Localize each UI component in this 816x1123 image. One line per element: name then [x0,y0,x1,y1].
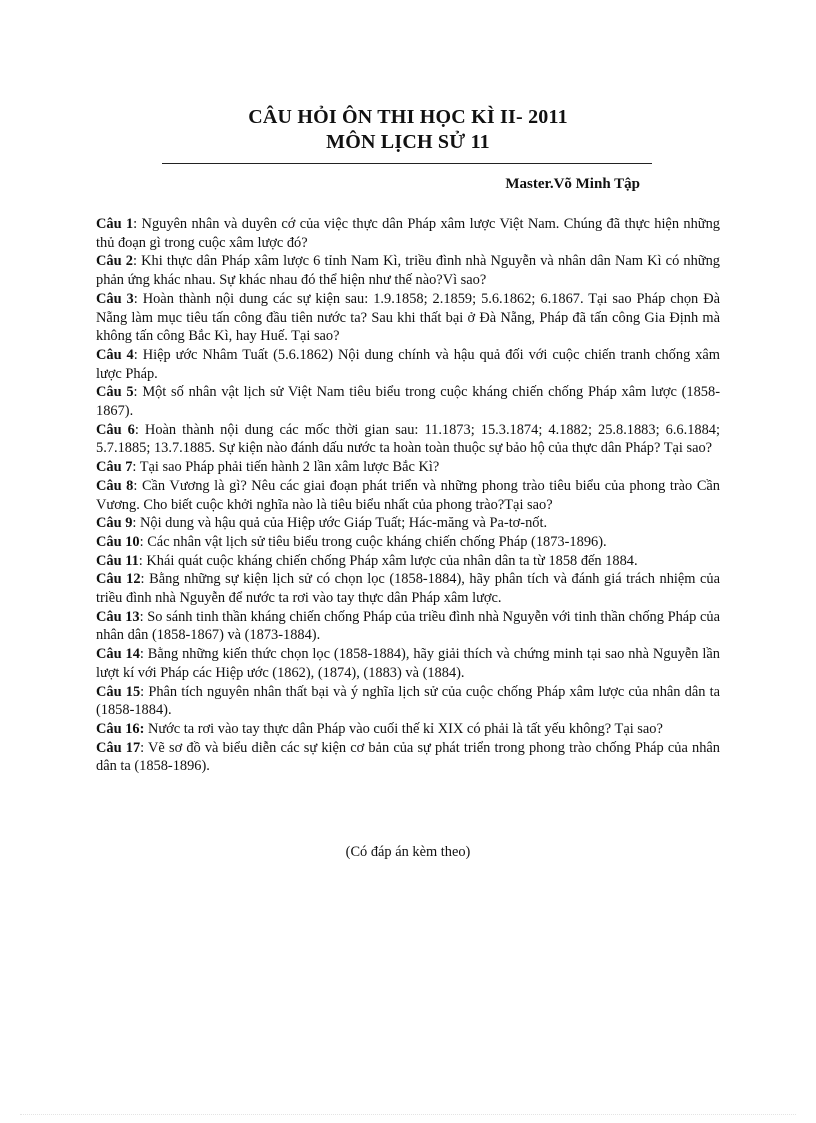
question-label: Câu 6 [96,421,135,438]
question-item [96,608,720,645]
question-item [96,458,720,477]
question-text: Hoàn thành nội dung các mốc thời gian sau: 11.1873; 15.3.1874; 4.1882; 25.8.1883; 6.6.1884; 5.7.1885; 13.7.1885. Sự kiện nào đánh dấu nước ta hoàn toàn thuộc sự bảo hộ của thực dân Pháp? Tại sao? [96,421,720,457]
question-label: Câu 12 [96,571,141,588]
question-text: Khi thực dân Pháp xâm lược 6 tỉnh Nam Kì, triều đình nhà Nguyễn và nhân dân Nam Kì có những phản ứng khác nhau. Sự khác nhau đó thể hiện như thế nào?Vì sao? [96,253,720,289]
question-text: Các nhân vật lịch sử tiêu biểu trong cuộc kháng chiến chống Pháp (1873-1896). [147,533,607,550]
question-separator: : [133,290,143,307]
question-label: Câu 3 [96,290,134,307]
question-item [96,215,720,252]
question-text: Khái quát cuộc kháng chiến chống Pháp xâm lược của nhân dân ta từ 1858 đến 1884. [146,552,638,569]
question-text: Bằng những sự kiện lịch sử có chọn lọc (1858-1884), hãy phân tích và đánh giá trách nhiệm của triều đình nhà Nguyễn để nước ta rơi vào tay thực dân Pháp xâm lược. [96,571,720,607]
question-label: Câu 10 [96,533,140,550]
question-item [96,570,720,607]
question-separator: : [139,533,148,550]
document-title-line-1: CÂU HỎI ÔN THI HỌC KÌ II- 2011 [248,106,568,128]
question-separator: : [133,477,142,494]
question-text: Nguyên nhân và duyên cớ của việc thực dân Pháp xâm lược Việt Nam. Chúng đã thực hiện những thủ đoạn gì trong cuộc xâm lược đó? [96,216,720,251]
question-separator: : [140,571,150,588]
question-item [96,645,720,682]
question-separator: : [139,608,148,625]
question-separator: : [140,739,149,756]
question-item [96,383,720,420]
question-text: Bằng những kiến thức chọn lọc (1858-1884), hãy giải thích và chứng minh tại sao nhà Nguyễn lần lượt kí với Pháp các Hiệp ước (1862), (1874), (1883) và (1884). [96,646,720,681]
question-item [96,720,720,739]
question-text: Cần Vương là gì? Nêu các giai đoạn phát triển và những phong trào tiêu biểu của phong trào Cần Vương. Cho biết cuộc khởi nghĩa nào là tiêu biểu nhất của phong trào?Tại sao? [96,477,720,513]
question-item [96,683,720,720]
question-text: Tại sao Pháp phải tiến hành 2 lần xâm lược Bắc Kì? [139,459,440,476]
question-separator: : [132,515,140,532]
question-item [96,739,720,776]
question-label: Câu 1 [96,216,134,232]
author-name: Master.Võ Minh Tập [505,176,640,192]
question-separator: : [132,459,140,476]
question-text: So sánh tinh thần kháng chiến chống Pháp của triều đình nhà Nguyễn với tinh thần chống Pháp của nhân dân (1858-1867) và (1873-1884). [96,608,720,644]
question-label: Câu 17 [96,739,141,756]
question-text: Một số nhân vật lịch sử Việt Nam tiêu biểu trong cuộc kháng chiến chống Pháp xâm lược (1858-1867). [96,384,720,420]
question-separator: : [132,253,142,270]
question-separator: : [133,346,143,363]
question-item [96,346,720,383]
question-label: Câu 15 [96,683,141,700]
question-label: Câu 5 [96,384,134,401]
question-separator: : [138,552,147,569]
question-text: Vẽ sơ đồ và biểu diễn các sự kiện cơ bản của sự phát triển trong phong trào chống Pháp của nhân dân ta (1858-1896). [96,739,720,775]
question-label: Câu 4 [96,346,134,363]
question-item [96,477,720,514]
question-separator: : [134,421,145,438]
question-separator: : [140,683,149,700]
question-label: Câu 13 [96,608,140,625]
question-text: Hiệp ước Nhâm Tuất (5.6.1862) Nội dung chính và hậu quả đối với cuộc chiến tranh chống xâm lược Pháp. [96,346,720,382]
question-item [96,514,720,533]
question-text: Nước ta rơi vào tay thực dân Pháp vào cuối thế kỉ XIX có phải là tất yếu không? Tại sao? [147,720,663,737]
question-separator: : [133,216,142,232]
question-separator: : [139,646,148,663]
page-bottom-border [20,1114,796,1115]
question-label: Câu 16: [96,720,145,737]
document-title-line-2: MÔN LỊCH SỬ 11 [326,131,490,153]
question-separator: : [133,384,143,401]
question-list [96,215,720,776]
question-item [96,290,720,346]
footnote: (Có đáp án kèm theo) [345,844,471,860]
question-item [96,421,720,458]
question-text: Phân tích nguyên nhân thất bại và ý nghĩa lịch sử của cuộc chống Pháp xâm lược của nhân dân ta (1858-1884). [96,683,720,719]
question-item [96,533,720,552]
question-item [96,552,720,571]
title-divider [162,163,652,164]
question-label: Câu 9 [96,515,133,532]
question-label: Câu 8 [96,477,134,494]
question-label: Câu 11 [96,552,139,569]
question-label: Câu 2 [96,253,133,270]
question-text: Nội dung và hậu quả của Hiệp ước Giáp Tuất; Hác-măng và Pa-tơ-nốt. [140,515,548,532]
question-label: Câu 7 [96,459,133,476]
question-item [96,252,720,289]
question-label: Câu 14 [96,646,140,663]
question-text: Hoàn thành nội dung các sự kiện sau: 1.9.1858; 2.1859; 5.6.1862; 6.1867. Tại sao Pháp chọn Đà Nẵng làm mục tiêu tấn công đầu tiên nước ta? Sau khi thất bại ở Đà Nẵng, Pháp đã tấn công Gia Định mà không tấn công Bắc Kì, hay Huế. Tại sao? [96,290,720,345]
